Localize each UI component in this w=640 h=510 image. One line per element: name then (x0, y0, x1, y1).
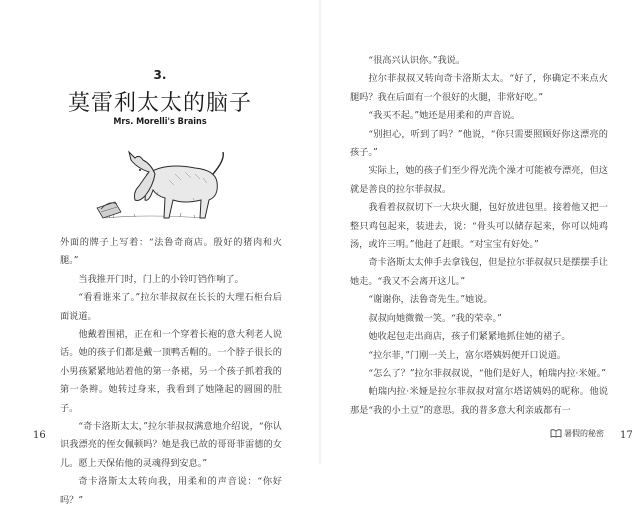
page-number: 17 (620, 430, 633, 441)
paragraph: 我看着叔叔切下一大块火腿，包好放进包里。接着他又把一整只鸡包起来，装进去，说：“骨头可以储存起来，你可以炖鸡汤，或许三明。”他赶了赶眼。“对宝宝有好处。” (350, 202, 608, 251)
right-page (320, 0, 640, 464)
paragraph: “怎么了？”拉尔菲叔叔说，“他们是好人，帕瑞内拉·米娅。” (368, 367, 606, 379)
paragraph: “很高兴认识你。”我说。 (368, 55, 466, 66)
paragraph: “拉尔菲，”门刚一关上，富尔塔姨妈便开口说道。 (368, 349, 567, 361)
paragraph: “看看谁来了。”拉尔菲叔叔在长长的大理石柜台后面说道。 (60, 292, 282, 322)
paragraph: 她收起包走出商店，孩子们紧紧地抓住她的裙子。 (368, 331, 571, 343)
book-icon (550, 429, 562, 438)
paragraph: “别担心，听到了吗？”他说，“你只需要照顾好你这漂亮的孩子。” (350, 128, 608, 159)
chapter-number: 3. (153, 68, 167, 82)
paragraph: 叔叔向她微微一笑。“我的荣幸。” (368, 312, 502, 324)
paragraph: “奇卡洛斯太太，”拉尔菲叔叔满意地介绍说，“你认识我漂亮的侄女佩顿吗？她是我已故的哥哥菲雷德的女儿。愿上天保佑他的灵魂得到安息。” (60, 421, 282, 469)
paragraph: 拉尔菲叔叔又转向奇卡洛斯太太。“好了，你确定不来点火腿吗？我在后面有一个很好的火腿，非常好吃。” (350, 73, 608, 103)
page-number: 16 (33, 430, 46, 441)
paragraph: 当我推开门时，门上的小铃叮铛作响了。 (78, 273, 244, 285)
right-page-body (350, 52, 608, 420)
paragraph: 帕瑞内拉·米娅是拉尔菲叔叔对富尔塔诺姨妈的昵称。他说那是“我的小土豆”的意思。我的普多意大利亲戚都有一 (350, 386, 608, 416)
paragraph: “我买不起。”她还是用柔和的声音说。 (368, 110, 521, 122)
paragraph: 他戴着围裙，正在和一个穿着长袍的意大利老人说话。她的孩子们都是戴一顶鸭舌帽的。一个脖子很长的小男孩紧紧地站着他的第一条裙，另一个孩子抓着我的第一条辫。她转过身来，我看到了她隆起的圆圆的肚子。 (60, 329, 282, 414)
left-page (0, 0, 320, 506)
chapter-title: 莫雷利太太的脑子 (67, 91, 252, 116)
paragraph: 奇卡洛斯太太转向我，用柔和的声音说：“你好吗？” (60, 476, 282, 506)
dog-sniffing-purse-illustration (85, 130, 235, 230)
running-head (550, 428, 604, 439)
chapter-subtitle: Mrs. Morelli's Brains (113, 117, 207, 127)
paragraph: “谢谢你，法鲁奇先生。”她说。 (368, 294, 493, 306)
left-page-body (60, 234, 282, 510)
paragraph: 实际上，她的孩子们至少得光洗个澡才可能被夸漂亮，但这就是善良的拉尔菲叔叔。 (350, 165, 608, 195)
paragraph: 奇卡洛斯太太伸手去拿钱包，但是拉尔菲叔叔只是摆摆手让她走。“我又不会离开这儿。” (350, 257, 608, 287)
running-head-title: 暑假的秘密 (564, 429, 604, 438)
paragraph: 外面的牌子上写着：“法鲁奇商店。殷好的猪肉和火腿。” (60, 237, 282, 267)
